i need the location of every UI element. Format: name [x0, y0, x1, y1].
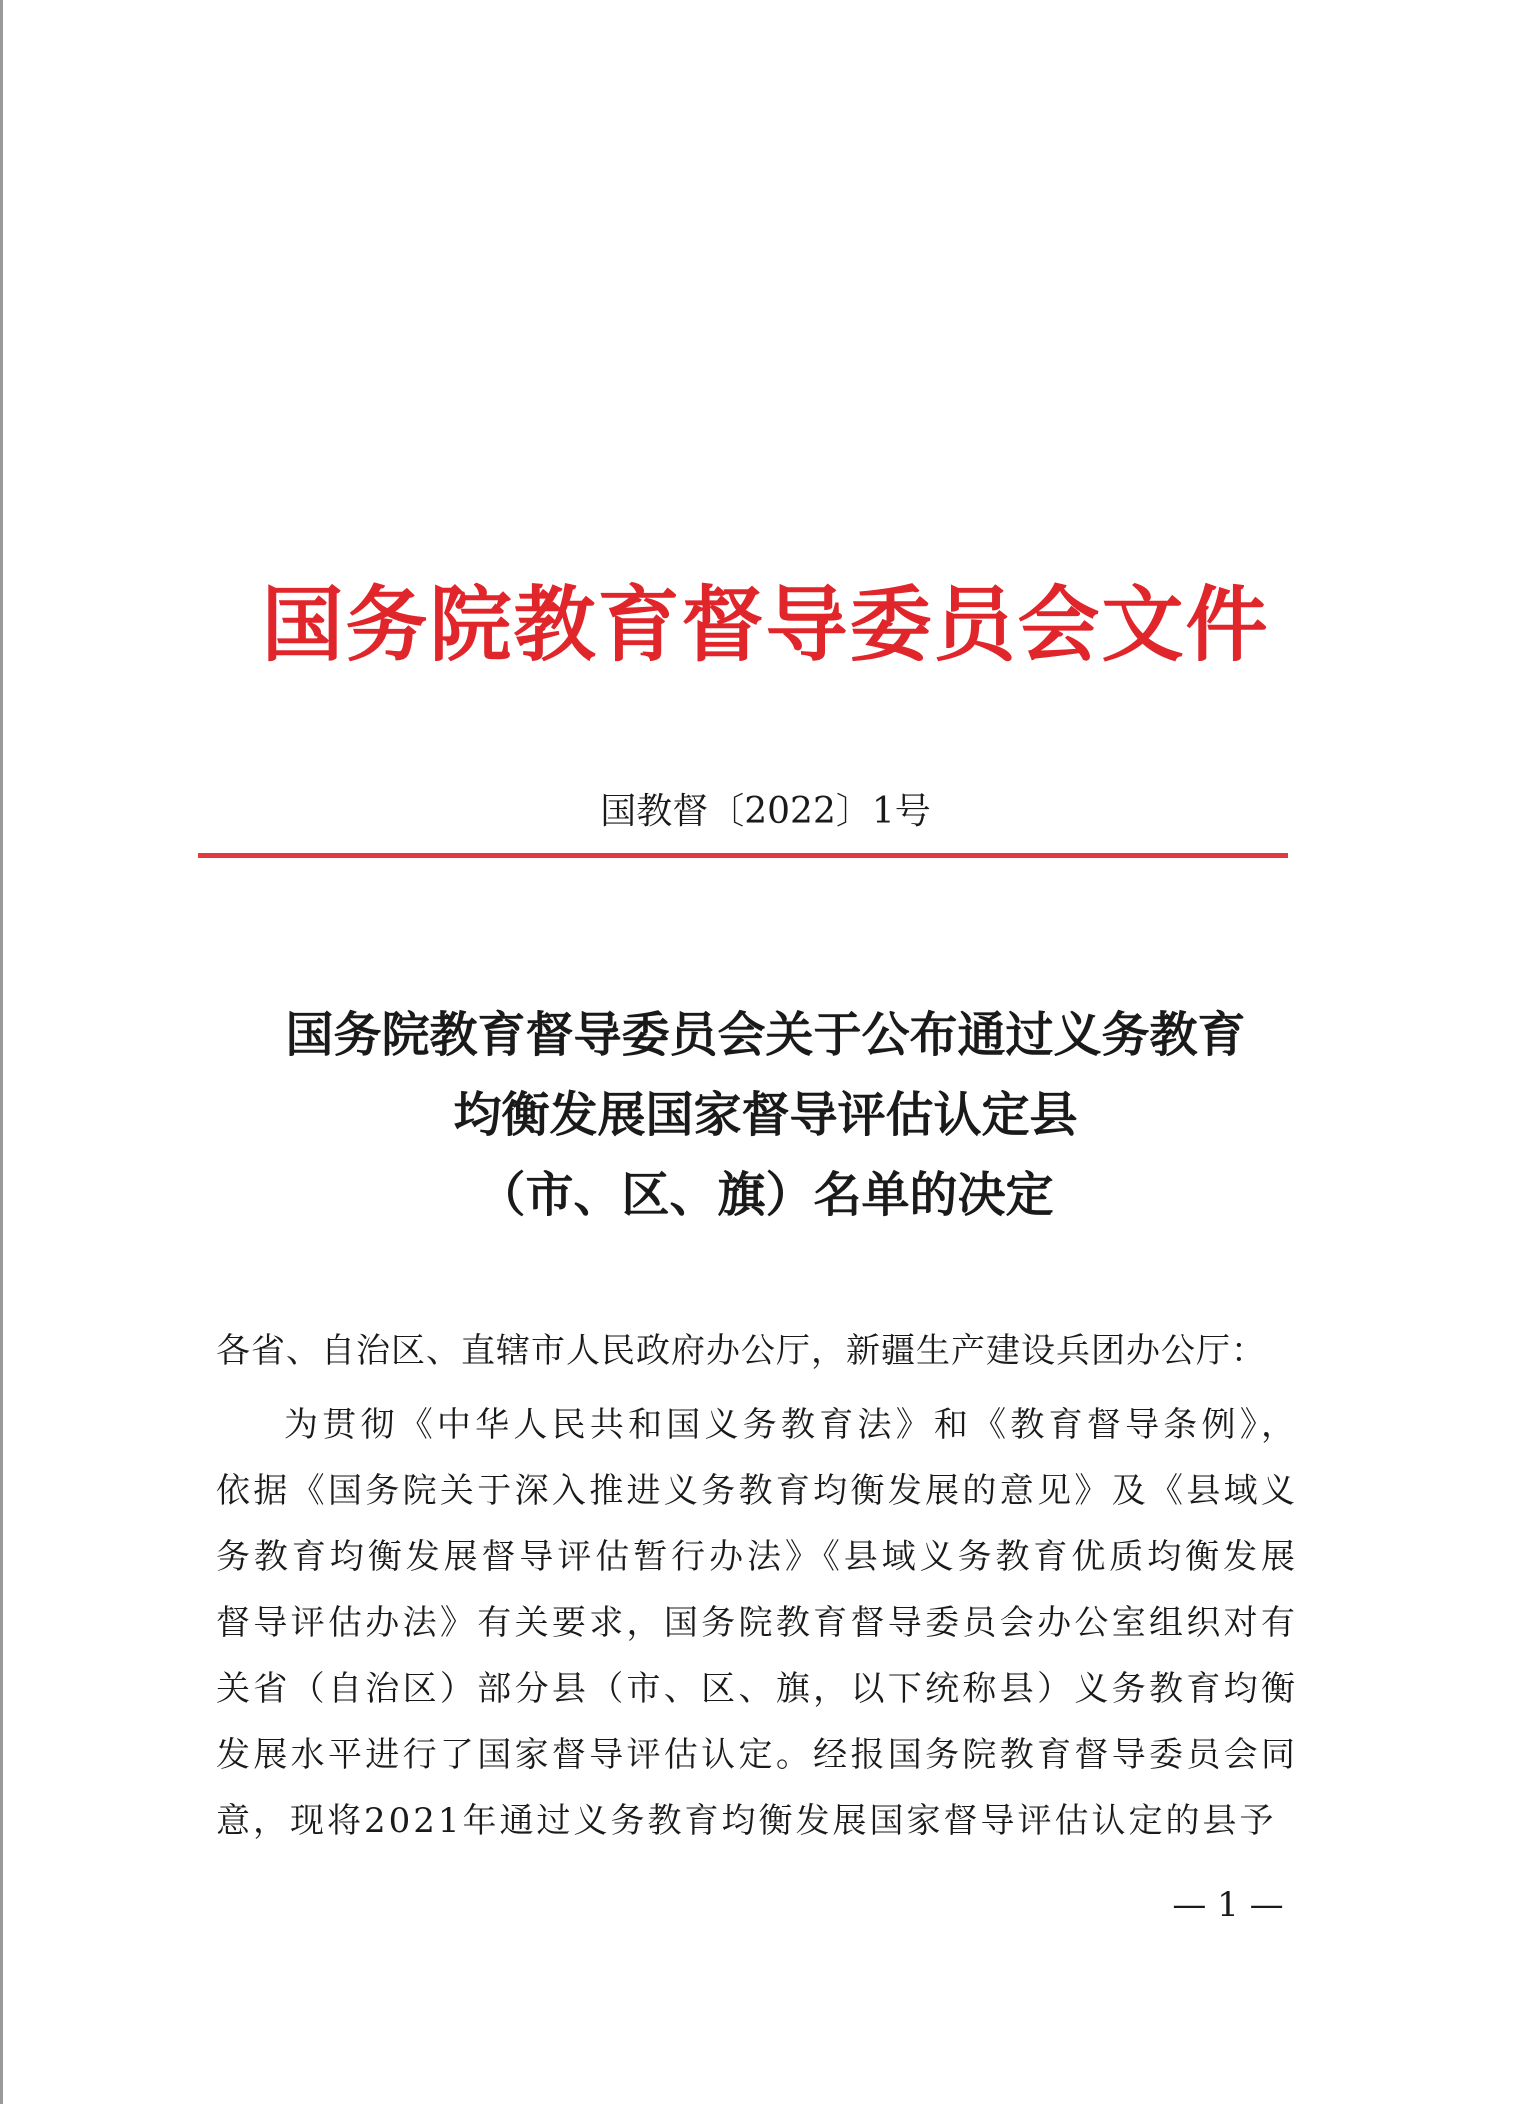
red-divider-line	[198, 853, 1288, 858]
letterhead-title: 国务院教育督导委员会文件	[261, 578, 1270, 673]
page-number: — 1 —	[1172, 1885, 1284, 1925]
title-line-2: 均衡发展国家督导评估认定县	[453, 1087, 1078, 1143]
body-paragraph: 为贯彻《中华人民共和国义务教育法》和《教育督导条例》，依据《国务院关于深入推进义务教育均衡发展的意见》及《县域义务教育均衡发展督导评估暂行办法》《县域义务教育优质均衡发展督导评估办法》有关要求，国务院教育督导委员会办公室组织对有关省（自治区）部分县（市、区、旗，以下统称县）义务教育均衡发展水平进行了国家督导评估认定。经报国务院教育督导委员会同意，现将2021年通过义务教育均衡发展国家督导评估认定的县予	[216, 1405, 1298, 1841]
document-title	[0, 995, 1531, 1235]
salutation: 各省、自治区、直辖市人民政府办公厅，新疆生产建设兵团办公厅：	[216, 1331, 1266, 1371]
title-line-1: 国务院教育督导委员会关于公布通过义务教育	[285, 1007, 1246, 1063]
title-line-3: （市、区、旗）名单的决定	[477, 1167, 1054, 1223]
document-number: 国教督〔2022〕1号	[600, 791, 931, 832]
